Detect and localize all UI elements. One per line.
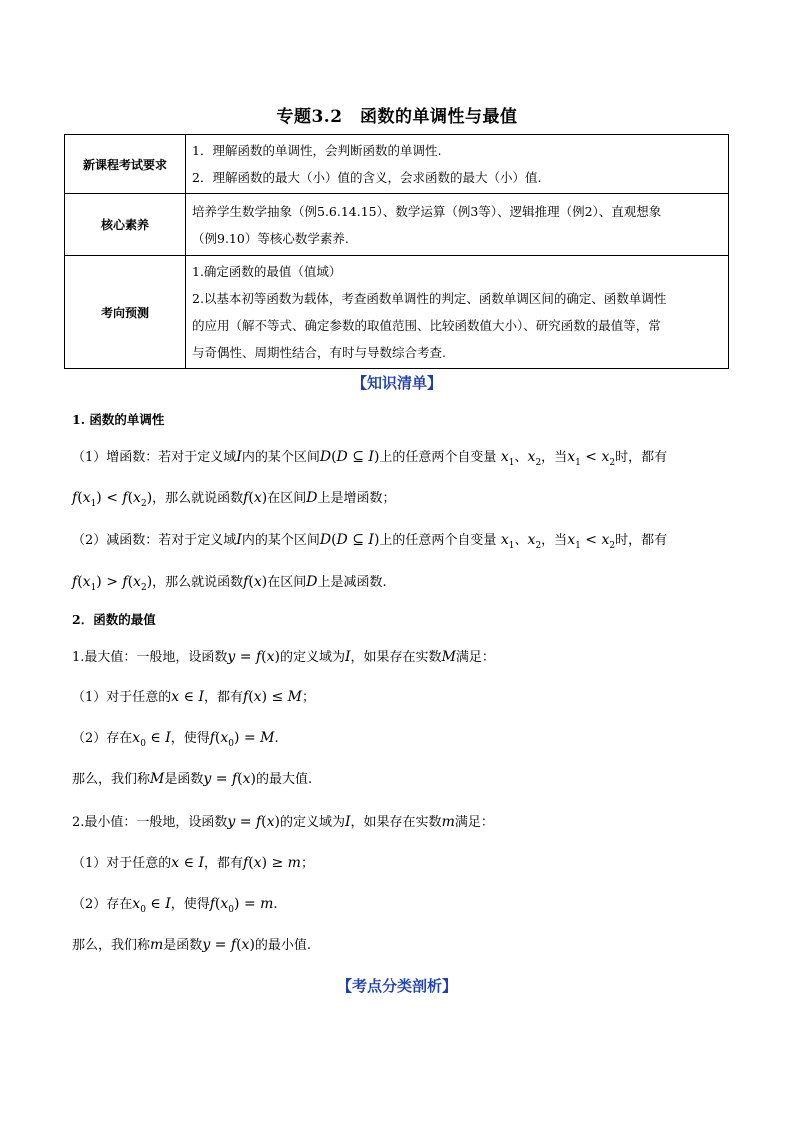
section-heading-analysis: 【考点分类剖析】	[336, 977, 457, 995]
paragraph-max: 1.最大值：一般地，设函数y = f(x)的定义域为I，如果存在实数M满足：	[72, 649, 495, 665]
table-row	[65, 194, 729, 256]
paragraph-decreasing-cont: $f(x_1) > f(x_2)$，那么就说函数f(x)在区间D上是减函数.	[72, 574, 387, 593]
row-line: 1.确定函数的最值（值域）	[192, 264, 342, 279]
table-row	[65, 256, 729, 369]
row-line: 2．理解函数的最大（小）值的含义，会求函数的最大（小）值.	[192, 170, 542, 185]
row-line: 2.以基本初等函数为载体，考查函数单调性的判定、函数单调区间的确定、函数单调性	[192, 291, 667, 306]
row-line: 与奇偶性、周期性结合，有时与导数综合考查.	[192, 345, 446, 360]
row-header: 核心素养	[65, 194, 186, 256]
row-header: 新课程考试要求	[65, 135, 186, 194]
paragraph-increasing: （1）增函数：若对于定义域I内的某个区间D(D ⊆ I)上的任意两个自变量 $x_1$、$x_2$，当$x_1 < x_2$时，都有	[72, 449, 668, 468]
requirements-table	[64, 134, 729, 369]
row-header: 考向预测	[65, 256, 186, 369]
table-row	[65, 135, 729, 194]
subheading-extrema: 2．函数的最值	[72, 612, 156, 627]
row-line: 的应用（解不等式、确定参数的取值范围、比较函数值大小）、研究函数的最值等，常	[192, 318, 661, 333]
paragraph-max-then: 那么，我们称M是函数y = f(x)的最大值.	[72, 771, 313, 787]
row-line: 1．理解函数的单调性，会判断函数的单调性.	[192, 143, 442, 158]
subheading-monotonicity: 1. 函数的单调性	[72, 412, 165, 427]
row-line: （例9.10）等核心数学素养.	[192, 230, 349, 246]
paragraph-increasing-cont: $f(x_1) < f(x_2)$，那么就说函数f(x)在区间D上是增函数；	[72, 490, 396, 509]
row-line: 培养学生数学抽象（例5.6.14.15）、数学运算（例3等）、逻辑推理（例2）、直观想象	[192, 203, 662, 219]
paragraph-min-cond1: （1）对于任意的x ∈ I，都有f(x) ≥ m；	[72, 855, 314, 871]
paragraph-decreasing: （2）减函数：若对于定义域I内的某个区间D(D ⊆ I)上的任意两个自变量 $x_1$、$x_2$，当$x_1 < x_2$时，都有	[72, 532, 668, 551]
paragraph-min: 2.最小值：一般地，设函数y = f(x)的定义域为I，如果存在实数m满足：	[72, 814, 494, 830]
paragraph-min-then: 那么，我们称m是函数y = f(x)的最小值.	[72, 937, 312, 953]
page-title: 专题3.2 函数的单调性与最值	[276, 107, 518, 127]
section-heading-knowledge: 【知识清单】	[351, 374, 442, 392]
paragraph-max-cond1: （1）对于任意的x ∈ I，都有f(x) ≤ M；	[72, 689, 316, 705]
paragraph-max-cond2: （2）存在$x_0$ ∈ I，使得$f(x_0) = M$.	[72, 730, 279, 749]
paragraph-min-cond2: （2）存在$x_0$ ∈ I，使得$f(x_0) = m$.	[72, 896, 278, 915]
